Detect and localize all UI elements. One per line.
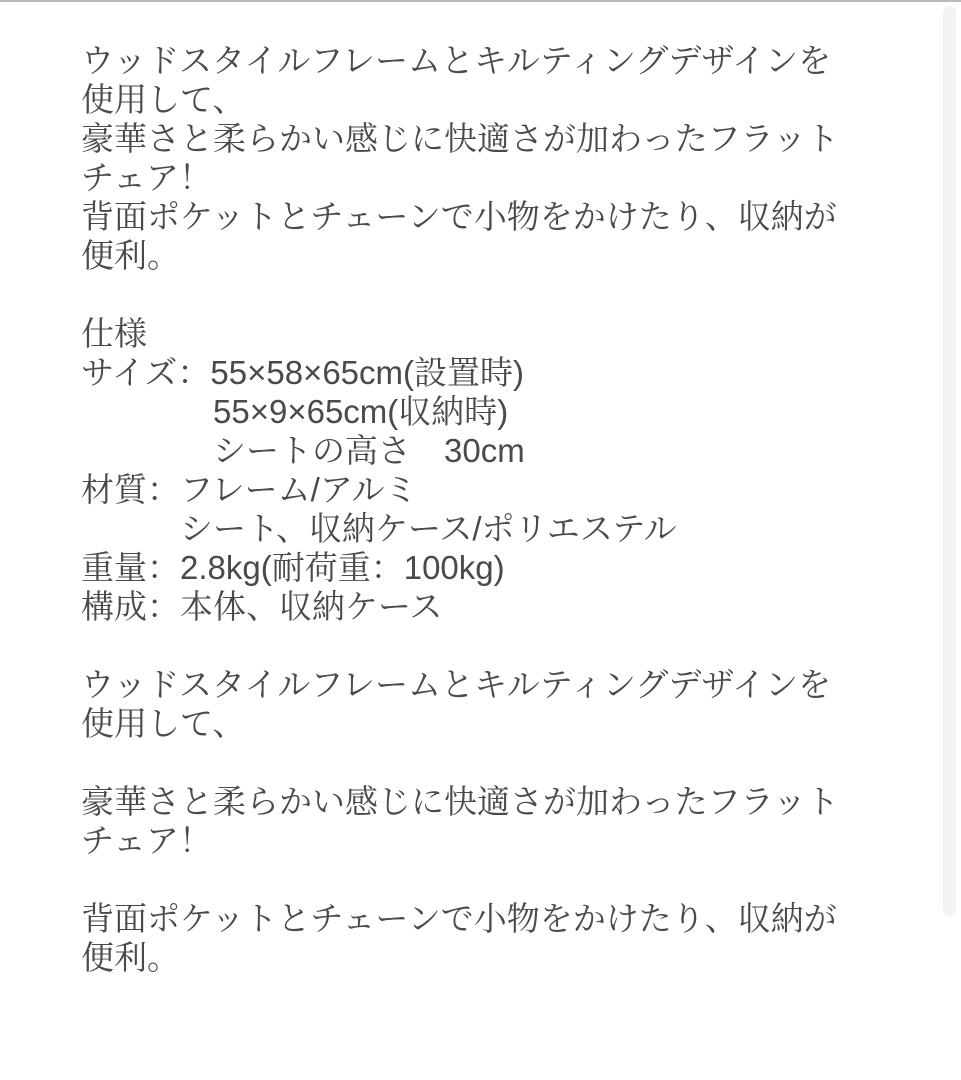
text-line: 背面ポケットとチェーンで小物をかけたり、収納が — [81, 198, 837, 235]
spec-size-line: シートの高さ 30cm — [81, 432, 525, 469]
text-line: 使用して、 — [81, 705, 246, 742]
blank-line — [81, 860, 839, 899]
spec-size-line: サイズ：55×58×65cm(設置時) — [81, 354, 524, 391]
text-line: ウッドスタイルフレームとキルティングデザインを — [81, 666, 832, 703]
blank-line — [81, 626, 839, 665]
text-line: 豪華さと柔らかい感じに快適さが加わったフラット — [81, 120, 840, 157]
blank-line — [81, 275, 839, 314]
text-line: 便利。 — [81, 237, 180, 274]
spec-contents-line: 構成：本体、収納ケース — [81, 588, 443, 625]
blank-line — [81, 743, 839, 782]
spec-heading: 仕様 — [81, 315, 147, 352]
spec-material-line: 材質：フレーム/アルミ — [81, 471, 418, 508]
scrollbar-thumb[interactable] — [943, 6, 956, 916]
text-line: チェア！ — [81, 822, 213, 859]
spec-weight-line: 重量：2.8kg(耐荷重：100kg) — [81, 549, 505, 586]
text-line: 使用して、 — [81, 81, 246, 118]
text-line: 便利。 — [81, 939, 180, 976]
text-line: チェア！ — [81, 159, 213, 196]
text-line: ウッドスタイルフレームとキルティングデザインを — [81, 42, 832, 79]
spec-material-line: シート、収納ケース/ポリエステル — [81, 510, 677, 547]
text-line: 豪華さと柔らかい感じに快適さが加わったフラット — [81, 783, 840, 820]
text-line: 背面ポケットとチェーンで小物をかけたり、収納が — [81, 900, 837, 937]
spec-size-line: 55×9×65cm(収納時) — [81, 393, 509, 430]
product-description — [81, 2, 839, 977]
